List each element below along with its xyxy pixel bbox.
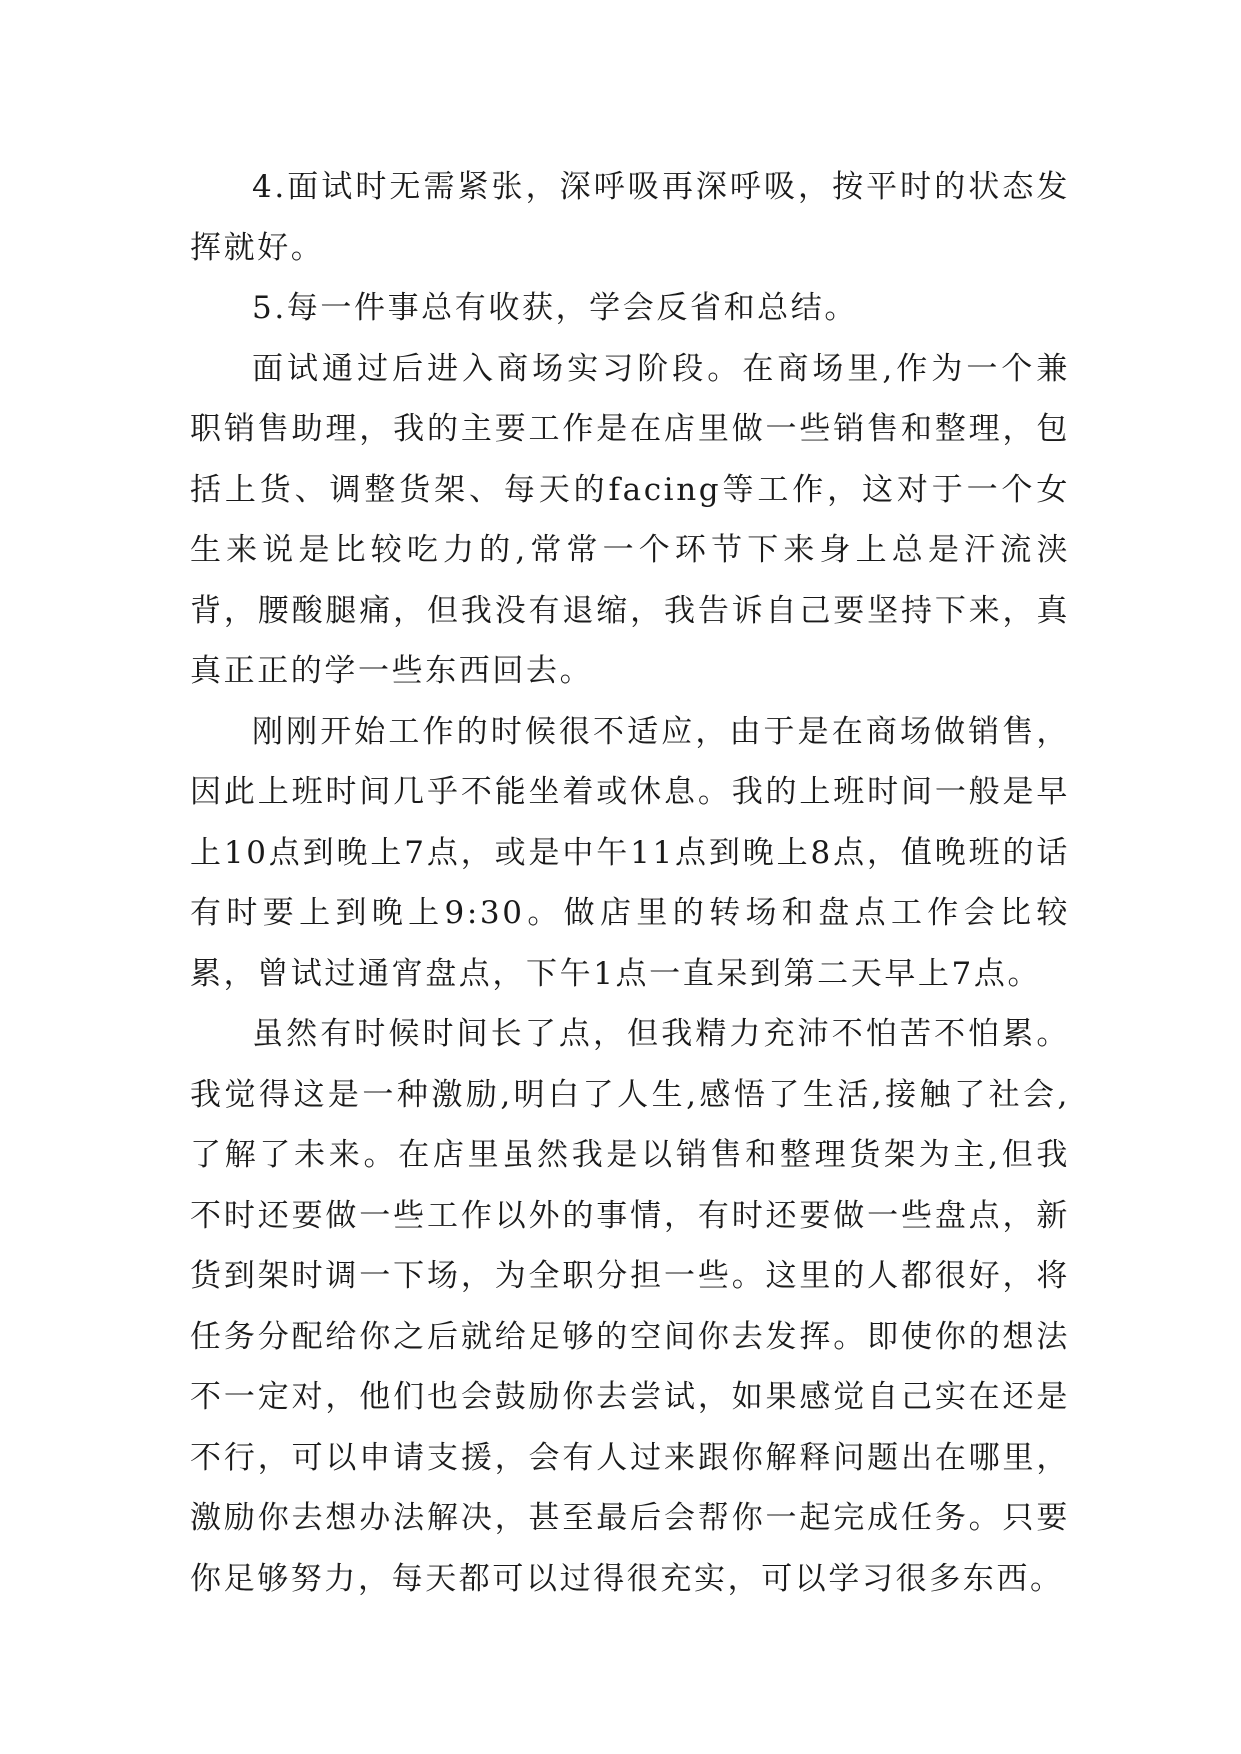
- paragraph-reflection: 虽然有时候时间长了点，但我精力充沛不怕苦不怕累。我觉得这是一种激励,明白了人生,感悟了生活,接触了社会,了解了未来。在店里虽然我是以销售和整理货架为主,但我不时还要做一些工作以外的事情，有时还要做一些盘点，新货到架时调一下场，为全职分担一些。这里的人都很好，将任务分配给你之后就给足够的空间你去发挥。即使你的想法不一定对，他们也会鼓励你去尝试，如果感觉自己实在还是不行，可以申请支援，会有人过来跟你解释问题出在哪里，激励你去想办法解决，甚至最后会帮你一起完成任务。只要你足够努力，每天都可以过得很充实，可以学习很多东西。: [190, 1016, 1070, 1597]
- paragraph-internship-stage: 面试通过后进入商场实习阶段。在商场里,作为一个兼职销售助理，我的主要工作是在店里做一些销售和整理，包括上货、调整货架、每天的facing等工作，这对于一个女生来说是比较吃力的,常常一个环节下来身上总是汗流浃背，腰酸腿痛，但我没有退缩，我告诉自己要坚持下来，真真正正的学一些东西回去。: [190, 350, 1070, 689]
- paragraph-interview-tip-5: 5.每一件事总有收获，学会反省和总结。: [252, 290, 858, 326]
- paragraph-work-schedule: 刚刚开始工作的时候很不适应，由于是在商场做销售，因此上班时间几乎不能坐着或休息。我的上班时间一般是早上10点到晚上7点，或是中午11点到晚上8点，值晚班的话有时要上到晚上9:30。做店里的转场和盘点工作会比较累，曾试过通宵盘点，下午1点一直呆到第二天早上7点。: [190, 713, 1070, 992]
- paragraph-interview-tip-4: 4.面试时无需紧张，深呼吸再深呼吸，按平时的状态发挥就好。: [190, 169, 1070, 266]
- document-body: [190, 157, 1070, 1609]
